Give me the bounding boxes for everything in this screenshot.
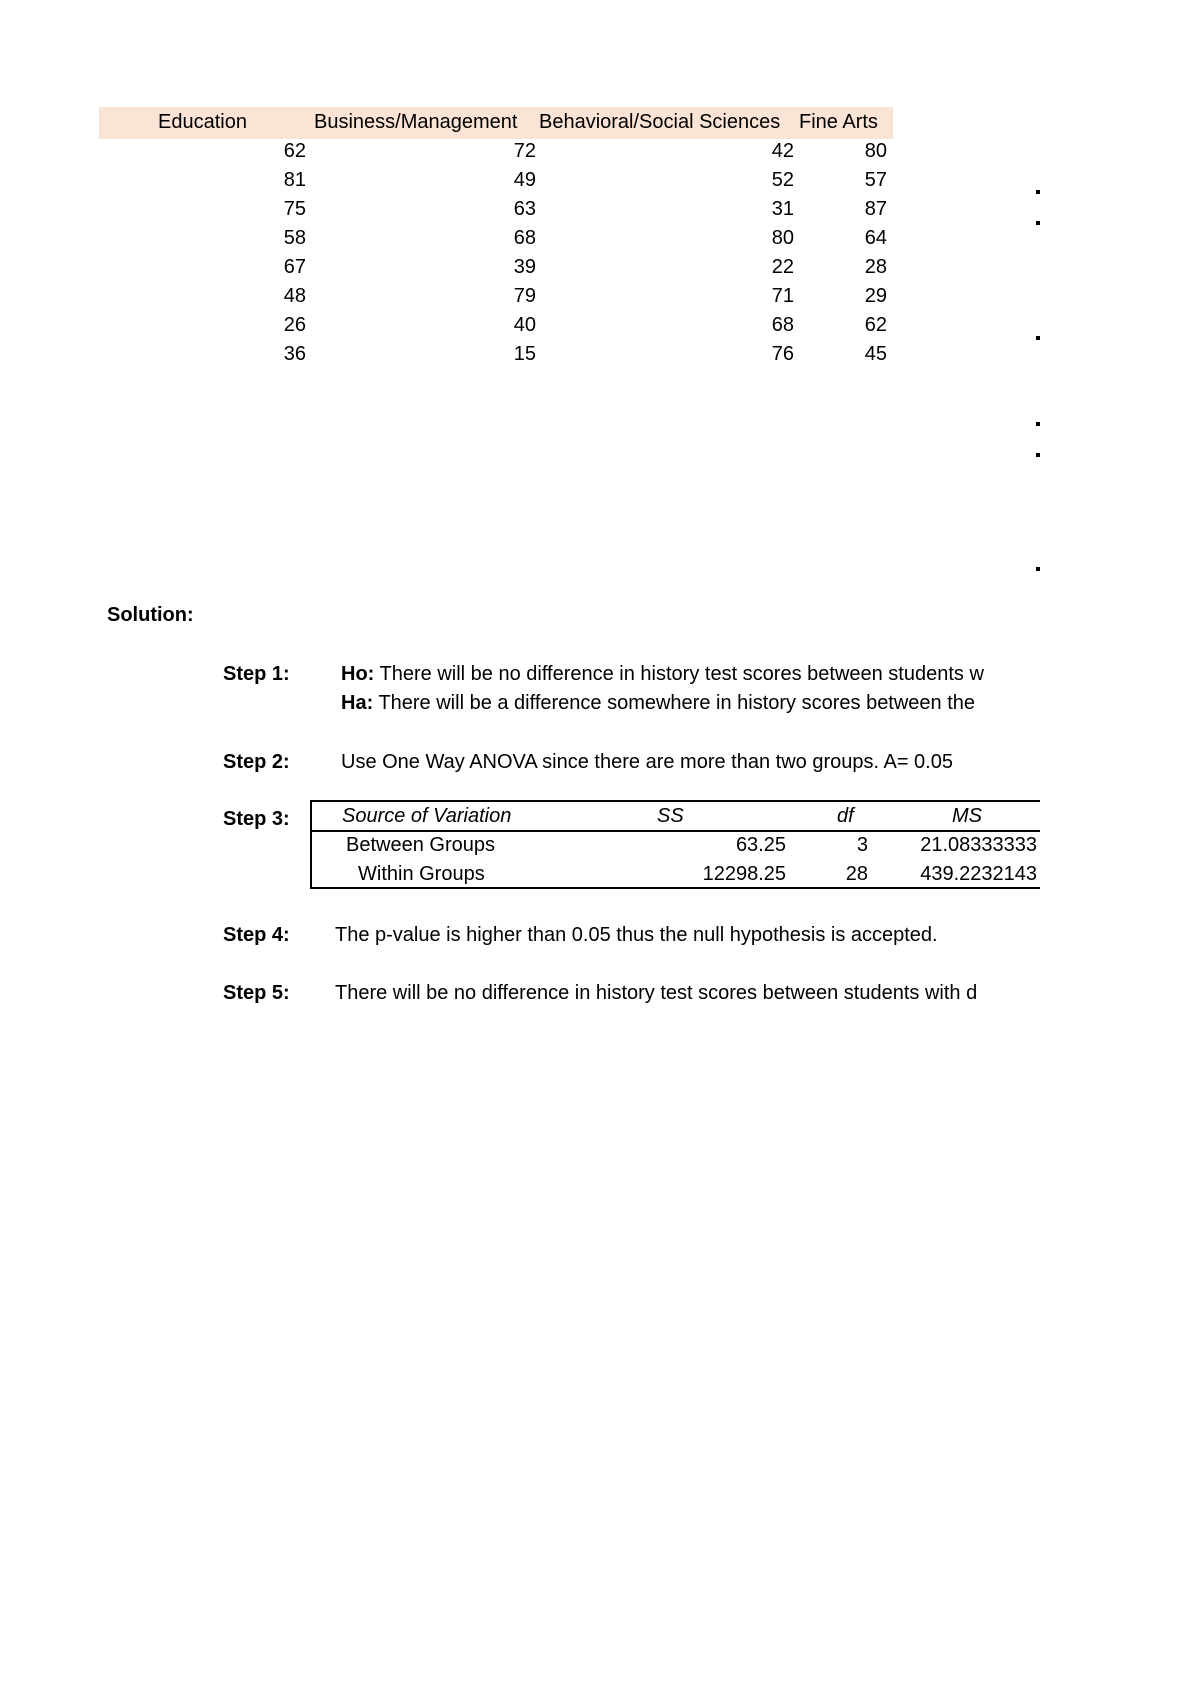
edge-dot bbox=[1036, 567, 1040, 571]
ho-label: Ho: bbox=[341, 663, 375, 685]
step2-label: Step 2: bbox=[223, 751, 290, 773]
ha-text: There will be a difference somewhere in history scores between the bbox=[378, 692, 976, 714]
step4-text: The p-value is higher than 0.05 thus the null hypothesis is accepted. bbox=[335, 924, 938, 946]
cell-behavioral-social-sciences: 52 bbox=[771, 169, 794, 191]
anova-row-source: Within Groups bbox=[358, 863, 485, 885]
ha-label: Ha: bbox=[341, 692, 374, 714]
step1-label: Step 1: bbox=[223, 663, 290, 685]
cell-education: 81 bbox=[283, 169, 306, 191]
cell-education: 36 bbox=[283, 343, 306, 365]
cell-behavioral-social-sciences: 31 bbox=[771, 198, 794, 220]
anova-row-ss: 63.25 bbox=[735, 834, 786, 856]
anova-row-df: 28 bbox=[845, 863, 868, 885]
step5-text: There will be no difference in history test scores between students with d bbox=[335, 982, 978, 1004]
edge-dot bbox=[1036, 221, 1040, 225]
cell-behavioral-social-sciences: 80 bbox=[771, 227, 794, 249]
step1-ha-line bbox=[341, 689, 1040, 718]
cell-fine-arts: 87 bbox=[864, 198, 887, 220]
cell-fine-arts: 57 bbox=[864, 169, 887, 191]
cell-business-management: 68 bbox=[513, 227, 536, 249]
anova-header-df: df bbox=[837, 805, 854, 827]
cell-behavioral-social-sciences: 68 bbox=[771, 314, 794, 336]
step5-label: Step 5: bbox=[223, 982, 290, 1004]
header-education: Education bbox=[158, 111, 247, 133]
cell-business-management: 40 bbox=[513, 314, 536, 336]
cell-fine-arts: 29 bbox=[864, 285, 887, 307]
anova-header-source: Source of Variation bbox=[342, 805, 512, 827]
step4-label: Step 4: bbox=[223, 924, 290, 946]
cell-behavioral-social-sciences: 71 bbox=[771, 285, 794, 307]
edge-dot bbox=[1036, 336, 1040, 340]
anova-header-ms: MS bbox=[952, 805, 982, 827]
anova-row-df: 3 bbox=[856, 834, 868, 856]
cell-education: 58 bbox=[283, 227, 306, 249]
header-business-management: Business/Management bbox=[314, 111, 518, 133]
edge-dot bbox=[1036, 453, 1040, 457]
cell-fine-arts: 64 bbox=[864, 227, 887, 249]
cell-fine-arts: 28 bbox=[864, 256, 887, 278]
cell-business-management: 15 bbox=[513, 343, 536, 365]
anova-table bbox=[310, 800, 1040, 889]
cell-business-management: 39 bbox=[513, 256, 536, 278]
cell-business-management: 63 bbox=[513, 198, 536, 220]
cell-education: 26 bbox=[283, 314, 306, 336]
cell-business-management: 72 bbox=[513, 140, 536, 162]
cell-fine-arts: 80 bbox=[864, 140, 887, 162]
header-behavioral-social-sciences: Behavioral/Social Sciences bbox=[539, 111, 781, 133]
header-fine-arts: Fine Arts bbox=[799, 111, 878, 133]
step2-text: Use One Way ANOVA since there are more than two groups. A= 0.05 bbox=[341, 751, 953, 773]
cell-education: 62 bbox=[283, 140, 306, 162]
edge-dot bbox=[1036, 422, 1040, 426]
cell-behavioral-social-sciences: 42 bbox=[771, 140, 794, 162]
cell-fine-arts: 45 bbox=[864, 343, 887, 365]
edge-dot bbox=[1036, 190, 1040, 194]
cell-fine-arts: 62 bbox=[864, 314, 887, 336]
cell-business-management: 79 bbox=[513, 285, 536, 307]
solution-title: Solution: bbox=[107, 604, 194, 626]
cell-education: 75 bbox=[283, 198, 306, 220]
cell-education: 67 bbox=[283, 256, 306, 278]
cell-education: 48 bbox=[283, 285, 306, 307]
anova-row-ss: 12298.25 bbox=[702, 863, 786, 885]
anova-row-source: Between Groups bbox=[346, 834, 495, 856]
step3-label: Step 3: bbox=[223, 808, 290, 830]
anova-row-ms: 21.08333333 bbox=[920, 834, 1037, 856]
cell-behavioral-social-sciences: 76 bbox=[771, 343, 794, 365]
step1-ho-line bbox=[341, 660, 1040, 689]
ho-text: There will be no difference in history test scores between students w bbox=[379, 663, 984, 685]
anova-header-ss: SS bbox=[657, 805, 684, 827]
cell-behavioral-social-sciences: 22 bbox=[771, 256, 794, 278]
anova-row-ms: 439.2232143 bbox=[920, 863, 1037, 885]
cell-business-management: 49 bbox=[513, 169, 536, 191]
